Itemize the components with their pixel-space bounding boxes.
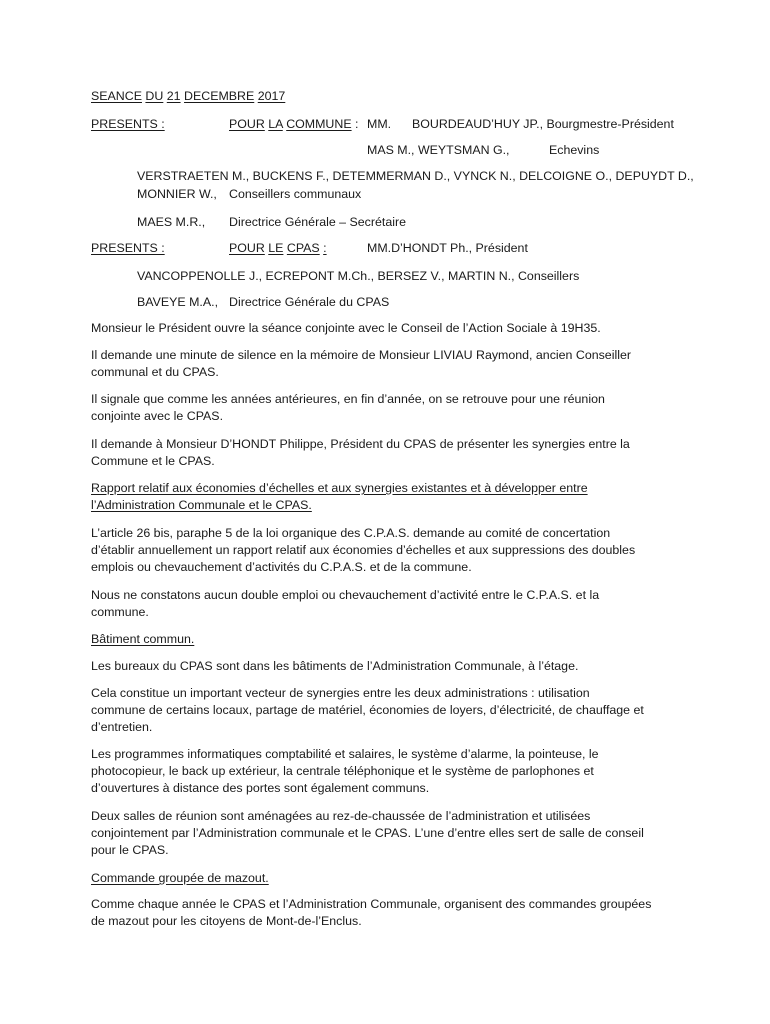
paragraph: [91, 436, 691, 470]
paragraph: [91, 746, 691, 797]
seance-word: DU: [145, 89, 164, 103]
conseillers-role: Conseillers communaux: [229, 187, 362, 201]
pour-colon: :: [355, 117, 359, 131]
section-heading-line: l’Administration Communale et le CPAS.: [91, 498, 312, 512]
cpas-president: MM.D’HONDT Ph., Président: [367, 241, 528, 255]
conseillers-line: VERSTRAETEN M., BUCKENS F., DETEMMERMAN D., VYNCK N., DELCOIGNE O., DEPUYDT D.,: [137, 169, 694, 183]
paragraph-line: Comme chaque année le CPAS et l’Administration Communale, organisent des commandes groupées: [91, 897, 652, 911]
paragraph: [91, 587, 691, 621]
paragraph-line: emplois ou chevauchement d’activités du C.P.A.S. et de la commune.: [91, 560, 472, 574]
cpas-directrice-name: BAVEYE M.A.,: [137, 295, 219, 309]
pour-word: CPAS: [286, 241, 320, 255]
section-heading: [91, 870, 691, 887]
mm-label: MM.: [367, 117, 392, 131]
paragraph: [91, 525, 691, 576]
paragraph-line: d’ouvertures à distance des portes sont également communs.: [91, 781, 430, 795]
paragraph-line: de mazout pour les citoyens de Mont-de-l’Enclus.: [91, 914, 362, 928]
section-heading: [91, 480, 691, 514]
paragraph: [91, 347, 691, 381]
echevins-names: MAS M., WEYTSMAN G.,: [367, 143, 510, 157]
seance-word: 21: [166, 89, 181, 103]
paragraph: [91, 658, 691, 675]
bourgmestre: BOURDEAUD’HUY JP., Bourgmestre-Président: [412, 117, 674, 131]
paragraph-line: commune de certains locaux, partage de matériel, économies de loyers, d’électricité, de chauffage et: [91, 703, 644, 717]
pour-colon: :: [323, 241, 327, 255]
paragraph-line: Les programmes informatiques comptabilité et salaires, le système d’alarme, la pointeuse, le: [91, 747, 599, 761]
paragraph-line: pour le CPAS.: [91, 843, 169, 857]
pour-word: LE: [268, 241, 284, 255]
section-heading-line: Rapport relatif aux économies d’échelles et aux synergies existantes et à développer entre: [91, 481, 588, 495]
paragraph-line: communal et du CPAS.: [91, 365, 219, 379]
section-heading-line: Commande groupée de mazout.: [91, 871, 269, 885]
cpas-directrice-role: Directrice Générale du CPAS: [229, 295, 390, 309]
seance-word: 2017: [257, 89, 286, 103]
paragraph: [91, 320, 691, 337]
paragraph-line: Les bureaux du CPAS sont dans les bâtiments de l’Administration Communale, à l’étage.: [91, 659, 579, 673]
paragraph-line: commune.: [91, 605, 149, 619]
paragraph-line: Il demande à Monsieur D’HONDT Philippe, Président du CPAS de présenter les synergies entre la: [91, 437, 630, 451]
pour-la-commune: [229, 116, 359, 132]
paragraph: [91, 808, 691, 859]
seance-word: SEANCE: [91, 89, 142, 103]
paragraph-line: Commune et le CPAS.: [91, 454, 215, 468]
paragraph-line: d’établir annuellement un rapport relatif aux économies d’échelles et aux suppressions des doubles: [91, 543, 636, 557]
presents-label: PRESENTS :: [91, 241, 165, 255]
paragraph-line: L’article 26 bis, paraphe 5 de la loi organique des C.P.A.S. demande au comité de concertation: [91, 526, 611, 540]
paragraph-line: photocopieur, le back up extérieur, la centrale téléphonique et le système de parlophones et: [91, 764, 594, 778]
pour-word: COMMUNE: [286, 117, 352, 131]
seance-header: [91, 88, 285, 104]
echevins-role: Echevins: [549, 143, 600, 157]
directrice-name: MAES M.R.,: [137, 215, 206, 229]
pour-le-cpas: [229, 240, 327, 256]
paragraph-line: Deux salles de réunion sont aménagées au rez-de-chaussée de l’administration et utilisées: [91, 809, 591, 823]
paragraph-line: Nous ne constatons aucun double emploi ou chevauchement d’activité entre le C.P.A.S. et la: [91, 588, 600, 602]
seance-word: DECEMBRE: [184, 89, 255, 103]
directrice-role: Directrice Générale – Secrétaire: [229, 215, 406, 229]
presents-label: PRESENTS :: [91, 117, 165, 131]
pour-word: POUR: [229, 117, 265, 131]
paragraph-line: conjointe avec le CPAS.: [91, 409, 224, 423]
paragraph: [91, 391, 691, 425]
paragraph-line: d’entretien.: [91, 720, 153, 734]
pour-word: POUR: [229, 241, 265, 255]
section-heading-line: Bâtiment commun.: [91, 632, 195, 646]
paragraph-line: Monsieur le Président ouvre la séance conjointe avec le Conseil de l’Action Sociale à 19H35.: [91, 321, 601, 335]
conseillers-name: MONNIER W.,: [137, 187, 217, 201]
section-heading: [91, 631, 691, 648]
cpas-conseillers: VANCOPPENOLLE J., ECREPONT M.Ch., BERSEZ V., MARTIN N., Conseillers: [137, 269, 580, 283]
pour-word: LA: [268, 117, 283, 131]
paragraph-line: Cela constitue un important vecteur de synergies entre les deux administrations : utilisation: [91, 686, 590, 700]
paragraph-line: conjointement par l’Administration communale et le CPAS. L’une d’entre elles sert de salle de conseil: [91, 826, 644, 840]
paragraph-line: Il signale que comme les années antérieures, en fin d’année, on se retrouve pour une réunion: [91, 392, 605, 406]
paragraph: [91, 896, 691, 930]
paragraph-line: Il demande une minute de silence en la mémoire de Monsieur LIVIAU Raymond, ancien Conseiller: [91, 348, 631, 362]
paragraph: [91, 685, 691, 736]
